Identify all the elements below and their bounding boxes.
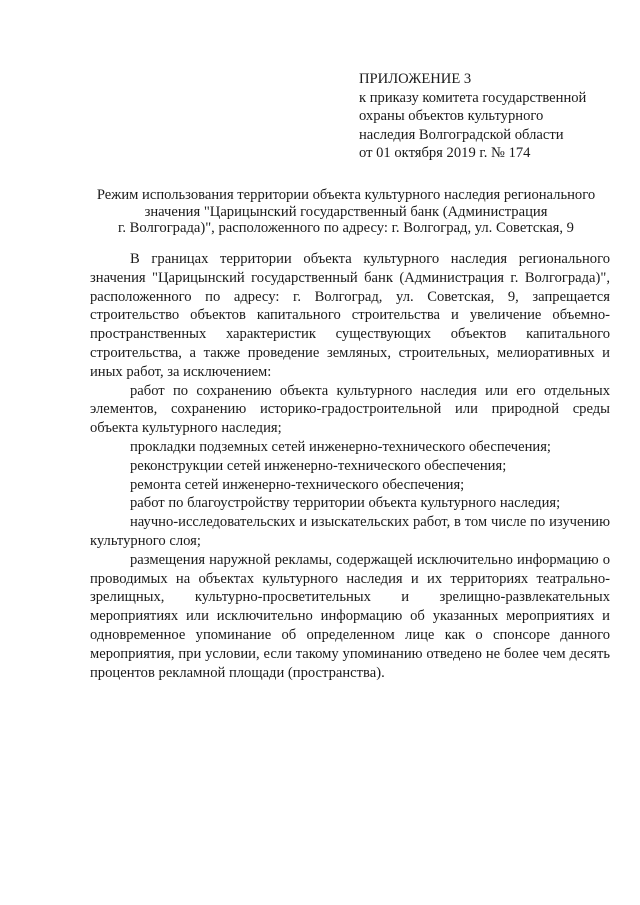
appendix-line: наследия Волгоградской области	[359, 126, 564, 143]
title-line: г. Волгограда)", расположенного по адресу: г. Волгоград, ул. Советская, 9	[118, 220, 574, 236]
exception-item: прокладки подземных сетей инженерно-технического обеспечения;	[130, 438, 551, 455]
exception-item: работ по сохранению объекта культурного наследия или его отдельных элементов, сохранению историко-градостроительной или природной среды объекта культурного наследия;	[90, 382, 610, 437]
exception-item: размещения наружной рекламы, содержащей исключительно информацию о проводимых на объектах культурного наследия и их территориях театрально-зрелищных, культурно-просветительных и зрелищно-развлекательных мероприятиях или исключительно информацию об указанных мероприятиях и одновременное упоминание об определенном лице как о спонсоре данного мероприятия, при условии, если такому упоминанию отведено не более чем десять процентов рекламной площади (пространства).	[90, 551, 610, 681]
exception-item: научно-исследовательских и изыскательских работ, в том числе по изучению культурного слоя;	[90, 514, 610, 549]
exception-item: работ по благоустройству территории объекта культурного наследия;	[130, 495, 561, 512]
exception-item: ремонта сетей инженерно-технического обеспечения;	[130, 476, 465, 493]
appendix-header	[359, 70, 619, 163]
exception-item: реконструкции сетей инженерно-технического обеспечения;	[130, 457, 507, 474]
appendix-label: ПРИЛОЖЕНИЕ 3	[359, 71, 472, 87]
intro-paragraph: В границах территории объекта культурного наследия регионального значения "Царицынский государственный банк (Администрация г. Волгограда)", расположенного по адресу: г. Волгоград, ул. Советская, 9, запрещается строительство объектов капитального строительства и увеличение объемно-пространственных характеристик существующих объектов капитального строительства, а также проведение земляных, строительных, мелиоративных и иных работ, за исключением:	[90, 251, 610, 380]
document-body	[90, 250, 610, 682]
document-title	[80, 187, 612, 237]
title-line: значения "Царицынский государственный банк (Администрация	[144, 203, 548, 220]
title-line: Режим использования территории объекта культурного наследия регионального	[96, 187, 596, 203]
appendix-line: охраны объектов культурного	[359, 108, 544, 124]
appendix-order-date: от 01 октября 2019 г. № 174	[359, 145, 531, 161]
appendix-line: к приказу комитета государственной	[359, 89, 587, 106]
